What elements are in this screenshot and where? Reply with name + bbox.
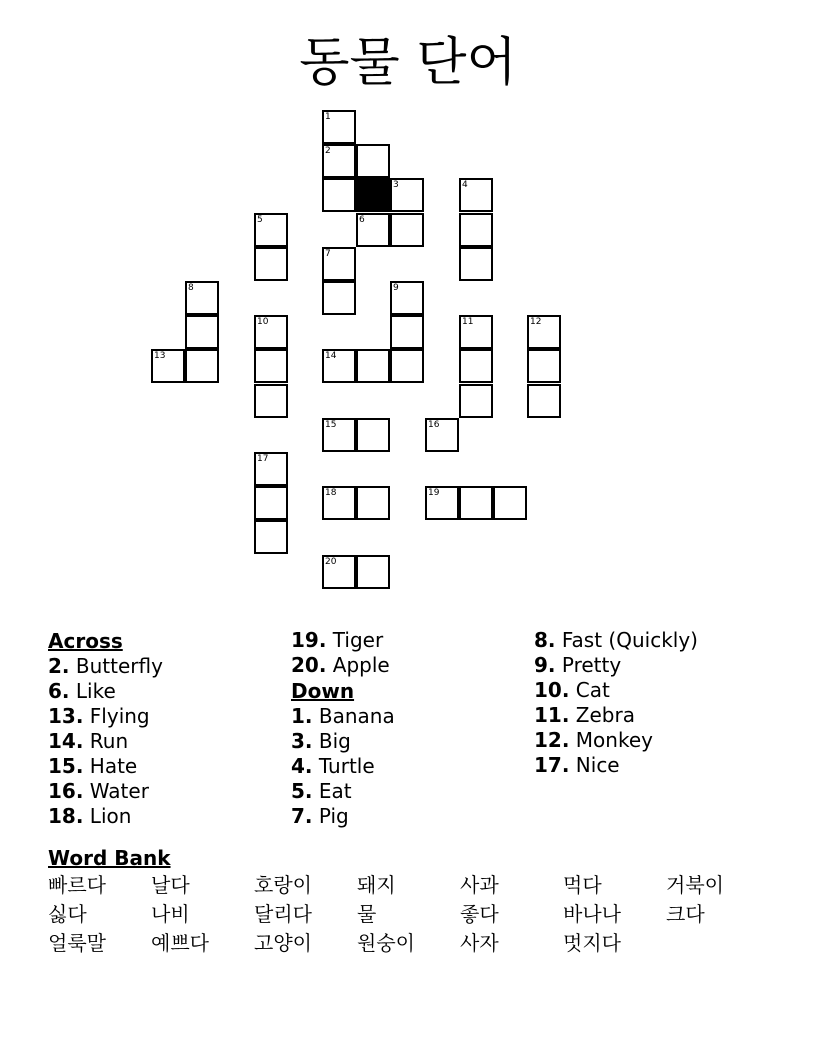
clue-number: 3. (291, 729, 313, 753)
grid-cell[interactable] (151, 349, 185, 383)
grid-cell[interactable] (322, 281, 356, 315)
word-bank-item: 물 (357, 902, 377, 926)
cell-number: 17 (257, 454, 269, 464)
grid-cell[interactable] (459, 315, 493, 349)
clue-item (534, 703, 698, 728)
clue-text: Banana (318, 704, 395, 728)
clue-text: Nice (575, 753, 620, 777)
cell-number: 9 (393, 283, 399, 293)
grid-cell[interactable] (459, 349, 493, 383)
cell-number: 4 (462, 180, 468, 190)
clue-text: Cat (575, 678, 610, 702)
clue-number: 13. (48, 704, 84, 728)
grid-cell[interactable] (185, 349, 219, 383)
clue-number: 6. (48, 679, 70, 703)
grid-cell[interactable] (322, 486, 356, 520)
page-title: 동물 단어 (299, 33, 517, 93)
word-bank-item: 좋다 (460, 902, 499, 926)
word-bank-item: 빠르다 (48, 873, 106, 897)
clue-text: Tiger (332, 628, 384, 652)
cell-number: 15 (325, 420, 337, 430)
clue-text: Big (318, 729, 351, 753)
clue-item (48, 704, 163, 729)
clue-number: 12. (534, 728, 570, 752)
clue-number: 20. (291, 653, 327, 677)
clue-item (291, 754, 395, 779)
clue-text: Water (89, 779, 149, 803)
cell-number: 10 (257, 317, 269, 327)
clues-column-2 (291, 628, 395, 829)
clue-text: Run (89, 729, 129, 753)
word-bank-item: 호랑이 (254, 873, 312, 897)
word-bank-item: 바나나 (563, 902, 621, 926)
clue-item (534, 753, 698, 778)
clue-number: 17. (534, 753, 570, 777)
word-bank-item: 고양이 (254, 931, 312, 955)
grid-cell[interactable] (527, 384, 561, 418)
cell-number: 19 (428, 488, 440, 498)
cell-number: 20 (325, 557, 337, 567)
cell-number: 16 (428, 420, 440, 430)
clue-text: Pretty (561, 653, 622, 677)
grid-cell[interactable] (459, 213, 493, 247)
word-bank-item: 얼룩말 (48, 931, 106, 955)
clue-number: 8. (534, 628, 556, 652)
cell-number: 11 (462, 317, 474, 327)
clue-number: 11. (534, 703, 570, 727)
word-bank-item: 사과 (460, 873, 499, 897)
grid-cell[interactable] (254, 486, 288, 520)
clue-number: 4. (291, 754, 313, 778)
clue-item (48, 779, 163, 804)
clue-item (48, 754, 163, 779)
grid-cell[interactable] (185, 315, 219, 349)
clue-text: Zebra (575, 703, 635, 727)
grid-cell[interactable] (254, 349, 288, 383)
word-bank-item: 멋지다 (563, 931, 621, 955)
word-bank-item: 날다 (151, 873, 190, 897)
clue-number: 19. (291, 628, 327, 652)
clue-item (534, 728, 698, 753)
grid-cell[interactable] (322, 247, 356, 281)
grid-cell[interactable] (356, 555, 390, 589)
clue-number: 15. (48, 754, 84, 778)
word-bank-item: 나비 (151, 902, 190, 926)
clue-number: 7. (291, 804, 313, 828)
clue-text: Butterfly (75, 654, 163, 678)
clue-item (534, 653, 698, 678)
grid-cell[interactable] (322, 110, 356, 144)
grid-cell[interactable] (254, 315, 288, 349)
word-bank-item: 달리다 (254, 902, 312, 926)
clue-text: Like (75, 679, 116, 703)
grid-cell[interactable] (493, 486, 527, 520)
grid-cell[interactable] (425, 418, 459, 452)
clues-column-1 (48, 628, 163, 829)
clue-number: 1. (291, 704, 313, 728)
grid-cell[interactable] (322, 418, 356, 452)
grid-cell[interactable] (356, 486, 390, 520)
grid-cell-blocked (356, 178, 390, 212)
cell-number: 13 (154, 351, 166, 361)
clue-number: 9. (534, 653, 556, 677)
grid-cell[interactable] (254, 247, 288, 281)
clue-number: 18. (48, 804, 84, 828)
grid-cell[interactable] (459, 178, 493, 212)
grid-cell[interactable] (254, 452, 288, 486)
cell-number: 18 (325, 488, 337, 498)
grid-cell[interactable] (390, 178, 424, 212)
clue-text: Fast (Quickly) (561, 628, 698, 652)
clue-text: Hate (89, 754, 138, 778)
clue-number: 16. (48, 779, 84, 803)
cell-number: 1 (325, 112, 331, 122)
grid-cell[interactable] (356, 213, 390, 247)
grid-cell[interactable] (185, 281, 219, 315)
cell-number: 3 (393, 180, 399, 190)
word-bank-item: 돼지 (357, 873, 396, 897)
clue-item (291, 779, 395, 804)
grid-cell[interactable] (459, 486, 493, 520)
clue-text: Pig (318, 804, 349, 828)
clue-text: Monkey (575, 728, 653, 752)
cell-number: 6 (359, 215, 365, 225)
clue-text: Lion (89, 804, 132, 828)
grid-cell[interactable] (356, 144, 390, 178)
clue-item (291, 653, 395, 678)
clue-number: 10. (534, 678, 570, 702)
clue-item (534, 628, 698, 653)
grid-cell[interactable] (254, 520, 288, 554)
grid-cell[interactable] (390, 315, 424, 349)
grid-cell[interactable] (322, 144, 356, 178)
word-bank-item: 거북이 (666, 873, 724, 897)
clue-number: 2. (48, 654, 70, 678)
cell-number: 14 (325, 351, 337, 361)
cell-number: 7 (325, 249, 331, 259)
cell-number: 12 (530, 317, 542, 327)
grid-cell[interactable] (254, 384, 288, 418)
grid-cell[interactable] (356, 418, 390, 452)
clue-item (48, 679, 163, 704)
clue-number: 5. (291, 779, 313, 803)
clue-text: Apple (332, 653, 390, 677)
word-bank-title: Word Bank (48, 846, 171, 870)
word-bank-item: 사자 (460, 931, 499, 955)
grid-cell[interactable] (390, 349, 424, 383)
clue-text: Turtle (318, 754, 375, 778)
clue-item (48, 654, 163, 679)
grid-cell[interactable] (459, 247, 493, 281)
clue-item (291, 804, 395, 829)
clue-text: Eat (318, 779, 352, 803)
word-bank-item: 예쁘다 (151, 931, 209, 955)
cell-number: 2 (325, 146, 331, 156)
grid-cell[interactable] (390, 213, 424, 247)
clue-text: Flying (89, 704, 150, 728)
grid-cell[interactable] (356, 349, 390, 383)
clue-item (48, 804, 163, 829)
grid-cell[interactable] (254, 213, 288, 247)
clues-column-3 (534, 628, 698, 778)
grid-cell[interactable] (527, 315, 561, 349)
clue-item (291, 628, 395, 653)
grid-cell[interactable] (322, 349, 356, 383)
grid-cell[interactable] (322, 178, 356, 212)
clue-item (291, 704, 395, 729)
grid-cell[interactable] (390, 281, 424, 315)
grid-cell[interactable] (459, 384, 493, 418)
clue-item (291, 729, 395, 754)
clue-section-heading: Down (291, 679, 355, 703)
grid-cell[interactable] (322, 555, 356, 589)
clue-number: 14. (48, 729, 84, 753)
word-bank-item: 원숭이 (357, 931, 415, 955)
clue-section-heading: Across (48, 629, 123, 653)
grid-cell[interactable] (425, 486, 459, 520)
word-bank-item: 싫다 (48, 902, 87, 926)
word-bank-item: 먹다 (563, 873, 602, 897)
cell-number: 5 (257, 215, 263, 225)
word-bank-item: 크다 (666, 902, 705, 926)
clue-item (48, 729, 163, 754)
cell-number: 8 (188, 283, 194, 293)
clue-item (534, 678, 698, 703)
grid-cell[interactable] (527, 349, 561, 383)
